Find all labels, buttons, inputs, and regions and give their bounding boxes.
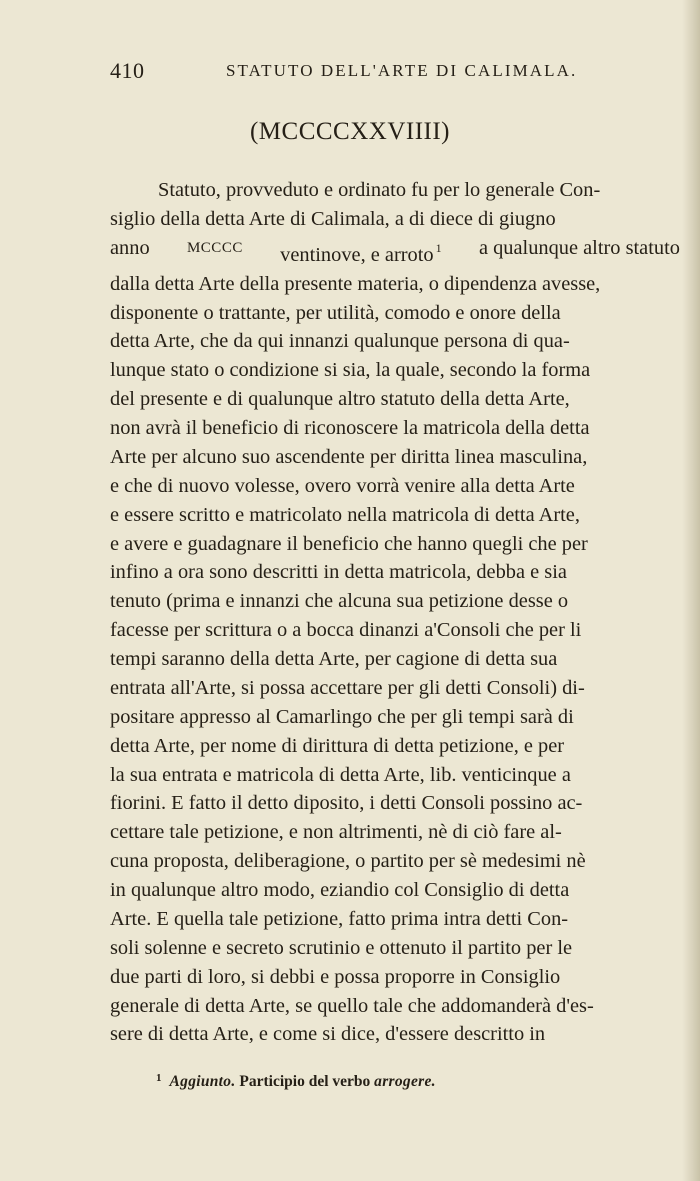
text-line: detta Arte, che da qui innanzi qualunque persona di qua- [110, 330, 570, 353]
page-number: 410 [110, 58, 145, 83]
small-caps-year: MCCCC [186, 239, 243, 256]
text-line: tenuto (prima e innanzi che alcuna sua petizione desse o [110, 590, 569, 613]
text-line: lunque stato o condizione si sia, la quale, secondo la forma [110, 359, 591, 382]
text-line: Arte per alcuno suo ascendente per diritta linea masculina, [110, 445, 588, 468]
footnote-verb: arrogere. [374, 1073, 436, 1090]
text-line: cuna proposta, deliberagione, o partito per sè medesimi nè [110, 850, 586, 873]
text-line: fiorini. E fatto il detto diposito, i detti Consoli possino ac- [110, 792, 583, 815]
footnote-marker: 1 [156, 1072, 162, 1084]
running-head: STATUTO DELL'ARTE DI CALIMALA. [226, 61, 578, 80]
body-text [110, 176, 680, 1049]
text-line: e avere e guadagnare il beneficio che hanno quegli che per [110, 532, 588, 555]
text-line: detta Arte, per nome di dirittura di detta petizione, e per [110, 734, 565, 757]
text-line: due parti di loro, si debbi e possa proporre in Consiglio [110, 965, 561, 988]
text-line: in qualunque altro modo, eziandio col Consiglio di detta [110, 879, 570, 901]
footnote-term: Aggiunto. [169, 1073, 236, 1090]
text-line: siglio della detta Arte di Calimala, a di diece di giugno [110, 207, 556, 230]
text-line: soli solenne e secreto scrutinio e ottenuto il partito per le [110, 936, 573, 959]
text-line: cettare tale petizione, e non altrimenti, nè di ciò fare al- [110, 821, 562, 844]
footnote [156, 1072, 436, 1091]
text-line: e essere scritto e matricolato nella matricola di detta Arte, [110, 503, 580, 526]
text-line: disponente o trattante, per utilità, comodo e onore della [110, 301, 561, 324]
text-line: generale di detta Arte, se quello tale che addomanderà d'es- [110, 994, 594, 1017]
section-title: (MCCCCXXVIIII) [249, 118, 451, 145]
text-line: Arte. E quella tale petizione, fatto prima intra detti Con- [110, 907, 569, 930]
text-line: Statuto, provveduto e ordinato fu per lo generale Con- [158, 179, 601, 201]
footnote-text: Participio del verbo [239, 1073, 371, 1090]
page-header [0, 58, 700, 88]
text-line: sere di detta Arte, e come si dice, d'essere descritto in [110, 1023, 546, 1046]
text-line: non avrà il beneficio di riconoscere la matricola della detta [110, 417, 590, 439]
page-edge-shadow [682, 0, 700, 1181]
text-line: infino a ora sono descritti in detta matricola, debba e sia [110, 561, 567, 584]
text-line: anno MCCCC ventinove, e arroto 1 a qualunque altro statuto [110, 234, 680, 270]
text-line: facesse per scrittura o a bocca dinanzi a'Consoli che per li [110, 619, 582, 642]
text-line: dalla detta Arte della presente materia, o dipendenza avesse, [110, 272, 601, 295]
text-line: la sua entrata e matricola di detta Arte, lib. venticinque a [110, 763, 571, 786]
footnote-reference: 1 [435, 240, 442, 255]
text-line: del presente e di qualunque altro statuto della detta Arte, [110, 388, 570, 411]
text-line: tempi saranno della detta Arte, per cagione di detta sua [110, 648, 558, 670]
text-line: e che di nuovo volesse, overo vorrà venire alla detta Arte [110, 474, 575, 497]
text-line: positare appresso al Camarlingo che per gli tempi sarà di [110, 705, 574, 728]
text-line: entrata all'Arte, si possa accettare per gli detti Consoli) di- [110, 676, 585, 699]
